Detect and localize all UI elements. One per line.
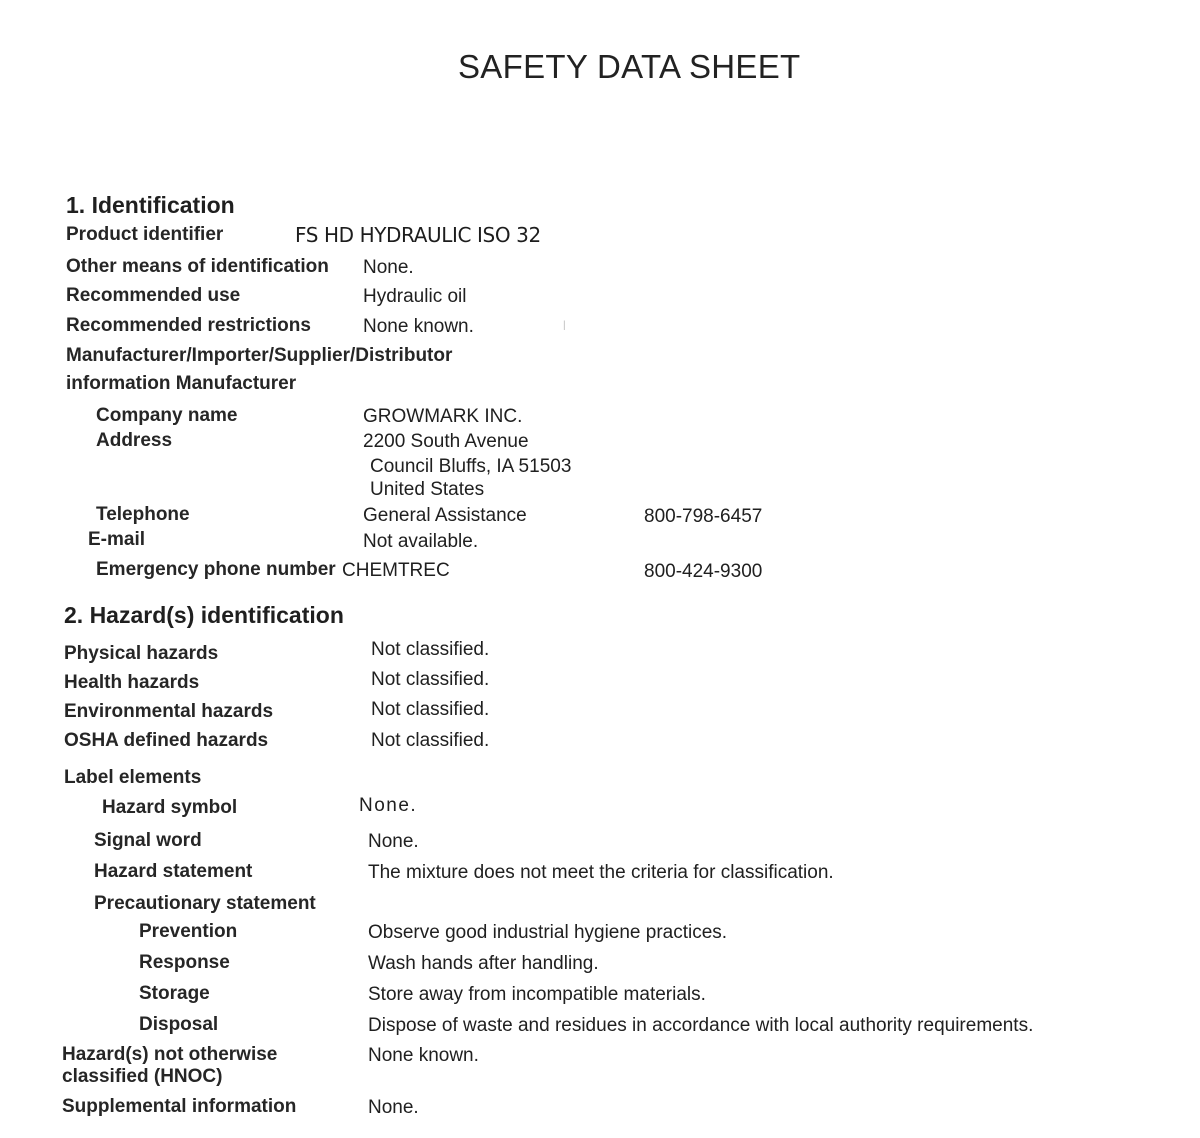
recommended-use-label: Recommended use [66, 285, 241, 306]
hazard-statement-value: The mixture does not meet the criteria for classification. [368, 862, 834, 883]
hnoc-value: None known. [368, 1045, 479, 1066]
disposal-value: Dispose of waste and residues in accordance with local authority requirements. [368, 1015, 1034, 1036]
response-value: Wash hands after handling. [368, 953, 599, 974]
hnoc-label-line1: Hazard(s) not otherwise [62, 1044, 278, 1065]
manufacturer-label-line2: information Manufacturer [66, 373, 297, 394]
prevention-value: Observe good industrial hygiene practices. [368, 922, 728, 943]
precautionary-statement-label: Precautionary statement [94, 893, 316, 914]
scan-mark: | [563, 320, 566, 331]
telephone-number: 800-798-6457 [644, 506, 763, 527]
company-name-label: Company name [96, 405, 238, 426]
page-title: SAFETY DATA SHEET [458, 48, 801, 85]
hazard-statement-label: Hazard statement [94, 861, 253, 882]
address-label: Address [96, 430, 173, 451]
disposal-label: Disposal [139, 1014, 219, 1035]
recommended-restrictions-label: Recommended restrictions [66, 315, 311, 336]
storage-value: Store away from incompatible materials. [368, 984, 706, 1005]
manufacturer-label-line1: Manufacturer/Importer/Supplier/Distributor [66, 345, 453, 366]
label-elements-label: Label elements [64, 767, 202, 788]
signal-word-label: Signal word [94, 830, 202, 851]
emergency-number: 800-424-9300 [644, 561, 763, 582]
supplemental-info-label: Supplemental information [62, 1096, 297, 1117]
hnoc-label-line2: classified (HNOC) [62, 1066, 223, 1087]
environmental-hazards-value: Not classified. [371, 699, 490, 720]
storage-label: Storage [139, 983, 210, 1004]
section-2-heading: 2. Hazard(s) identification [64, 602, 344, 628]
email-value: Not available. [363, 531, 479, 552]
environmental-hazards-label: Environmental hazards [64, 701, 274, 722]
company-name-value: GROWMARK INC. [363, 406, 523, 427]
osha-hazards-label: OSHA defined hazards [64, 730, 269, 751]
osha-hazards-value: Not classified. [371, 730, 490, 751]
address-line3: United States [370, 479, 485, 500]
address-line1: 2200 South Avenue [363, 431, 529, 452]
email-label: E-mail [88, 529, 146, 550]
product-identifier-value: FS HD HYDRAULIC ISO 32 [295, 223, 541, 247]
emergency-label: Emergency phone number [96, 559, 336, 580]
health-hazards-value: Not classified. [371, 669, 490, 690]
recommended-use-value: Hydraulic oil [363, 286, 467, 307]
other-means-label: Other means of identification [66, 256, 329, 277]
response-label: Response [139, 952, 230, 973]
physical-hazards-label: Physical hazards [64, 643, 219, 664]
other-means-value: None. [363, 257, 414, 278]
supplemental-info-value: None. [368, 1097, 419, 1118]
physical-hazards-value: Not classified. [371, 639, 490, 660]
emergency-desc: CHEMTREC [342, 560, 450, 581]
section-1-heading: 1. Identification [66, 192, 235, 218]
health-hazards-label: Health hazards [64, 672, 200, 693]
prevention-label: Prevention [139, 921, 238, 942]
product-identifier-label: Product identifier [66, 224, 224, 245]
signal-word-value: None. [368, 831, 419, 852]
hazard-symbol-value: None. [359, 795, 418, 816]
telephone-desc: General Assistance [363, 505, 527, 526]
hazard-symbol-label: Hazard symbol [102, 797, 238, 818]
recommended-restrictions-value: None known. [363, 316, 474, 337]
telephone-label: Telephone [96, 504, 190, 525]
address-line2: Council Bluffs, IA 51503 [370, 456, 572, 477]
